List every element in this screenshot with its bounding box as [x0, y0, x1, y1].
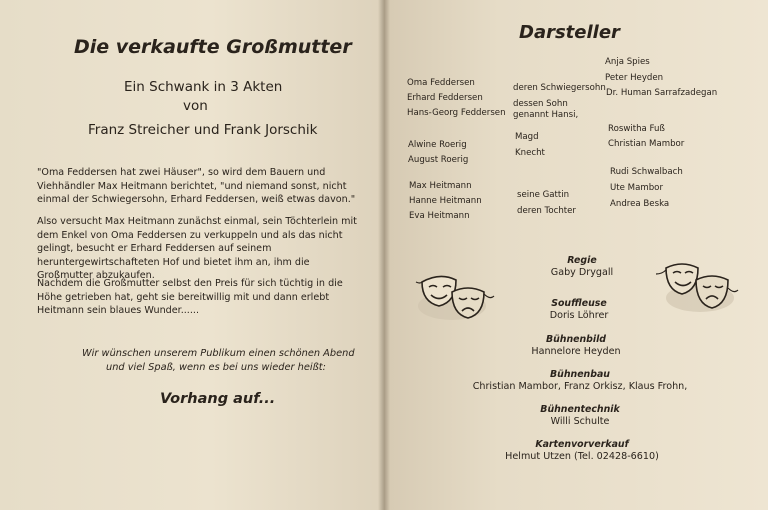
play-title: Die verkaufte Großmutter [74, 36, 352, 58]
cast-role: deren Tochter [517, 206, 576, 216]
credit-name: Hannelore Heyden [531, 346, 621, 357]
credit-name: Doris Löhrer [549, 310, 609, 321]
credit-name: Gaby Drygall [550, 267, 614, 278]
cast-actor: Roswitha Fuß [608, 124, 665, 134]
credit-role: Kartenvorverkauf [535, 439, 629, 450]
synopsis-paragraph: "Oma Feddersen hat zwei Häuser", so wird dem Bauern und Viehhändler Max Heitmann berichtet, "und niemand sonst, nicht einmal der Schwiegersohn, Erhard Feddersen, weiß etwas davon." [37, 167, 356, 205]
credit-role: Bühnenbild [545, 334, 607, 345]
cast-character: Erhard Feddersen [407, 93, 483, 103]
cast-character: Hanne Heitmann [409, 196, 482, 206]
closing-wish-line-1: Wir wünschen unserem Publikum einen schönen Abend [82, 348, 355, 359]
credit-role: Bühnenbau [550, 369, 610, 380]
cast-character: Eva Heitmann [409, 211, 470, 221]
cast-character: Alwine Roerig [408, 140, 467, 150]
synopsis-paragraph: Nachdem die Großmutter selbst den Preis für sich tüchtig in die Höhe getrieben hat, geht sie bereitwillig mit und dann erlebt Heitmann sein blaues Wunder...... [37, 278, 343, 316]
play-subtitle: Ein Schwank in 3 Akten [124, 79, 283, 95]
play-authors: Franz Streicher und Frank Jorschik [88, 122, 318, 138]
credit-name: Willi Schulte [550, 416, 610, 427]
credit-name: Helmut Utzen (Tel. 02428-6610) [505, 451, 659, 462]
cast-actor: Anja Spies [605, 57, 650, 67]
cast-role: Knecht [515, 148, 545, 158]
credit-name: Christian Mambor, Franz Orkisz, Klaus Frohn, [472, 381, 688, 392]
cast-role: seine Gattin [517, 190, 570, 200]
cast-actor: Rudi Schwalbach [610, 167, 683, 177]
play-von: von [183, 98, 208, 114]
cast-role: deren Schwiegersohn [513, 83, 606, 93]
synopsis-paragraph: Also versucht Max Heitmann zunächst einmal, sein Töchterlein mit dem Enkel von Oma Feddersen zu verkuppeln und als das nicht gelingt, besucht er Erhard Feddersen auf seinem heruntergewirtschafteten Hof und bietet ihm an, ihm die Großmutter abzukaufen. [37, 216, 357, 281]
cast-actor: Ute Mambor [610, 183, 663, 193]
page-fold [378, 0, 390, 510]
cast-character: August Roerig [408, 155, 469, 165]
cast-character: Hans-Georg Feddersen [407, 108, 506, 118]
cast-actor: Christian Mambor [608, 139, 685, 149]
cast-actor: Andrea Beska [610, 199, 670, 209]
closing-wish-line-2: und viel Spaß, wenn es bei uns wieder heißt: [106, 362, 326, 373]
cast-role: Magd [515, 132, 539, 142]
cast-heading: Darsteller [519, 22, 620, 43]
cast-actor: Peter Heyden [605, 73, 664, 83]
cast-actor: Dr. Human Sarrafzadegan [606, 88, 718, 98]
cast-role-line-2: genannt Hansi, [513, 110, 579, 120]
credit-role: Bühnentechnik [540, 404, 620, 415]
closing-curtain-text: Vorhang auf... [160, 391, 276, 407]
right-page [384, 0, 768, 510]
credit-role: Regie [567, 255, 597, 266]
credit-role: Souffleuse [551, 298, 607, 309]
cast-character: Max Heitmann [409, 181, 472, 191]
cast-character: Oma Feddersen [407, 78, 475, 88]
cast-role-line-1: dessen Sohn [513, 99, 568, 109]
